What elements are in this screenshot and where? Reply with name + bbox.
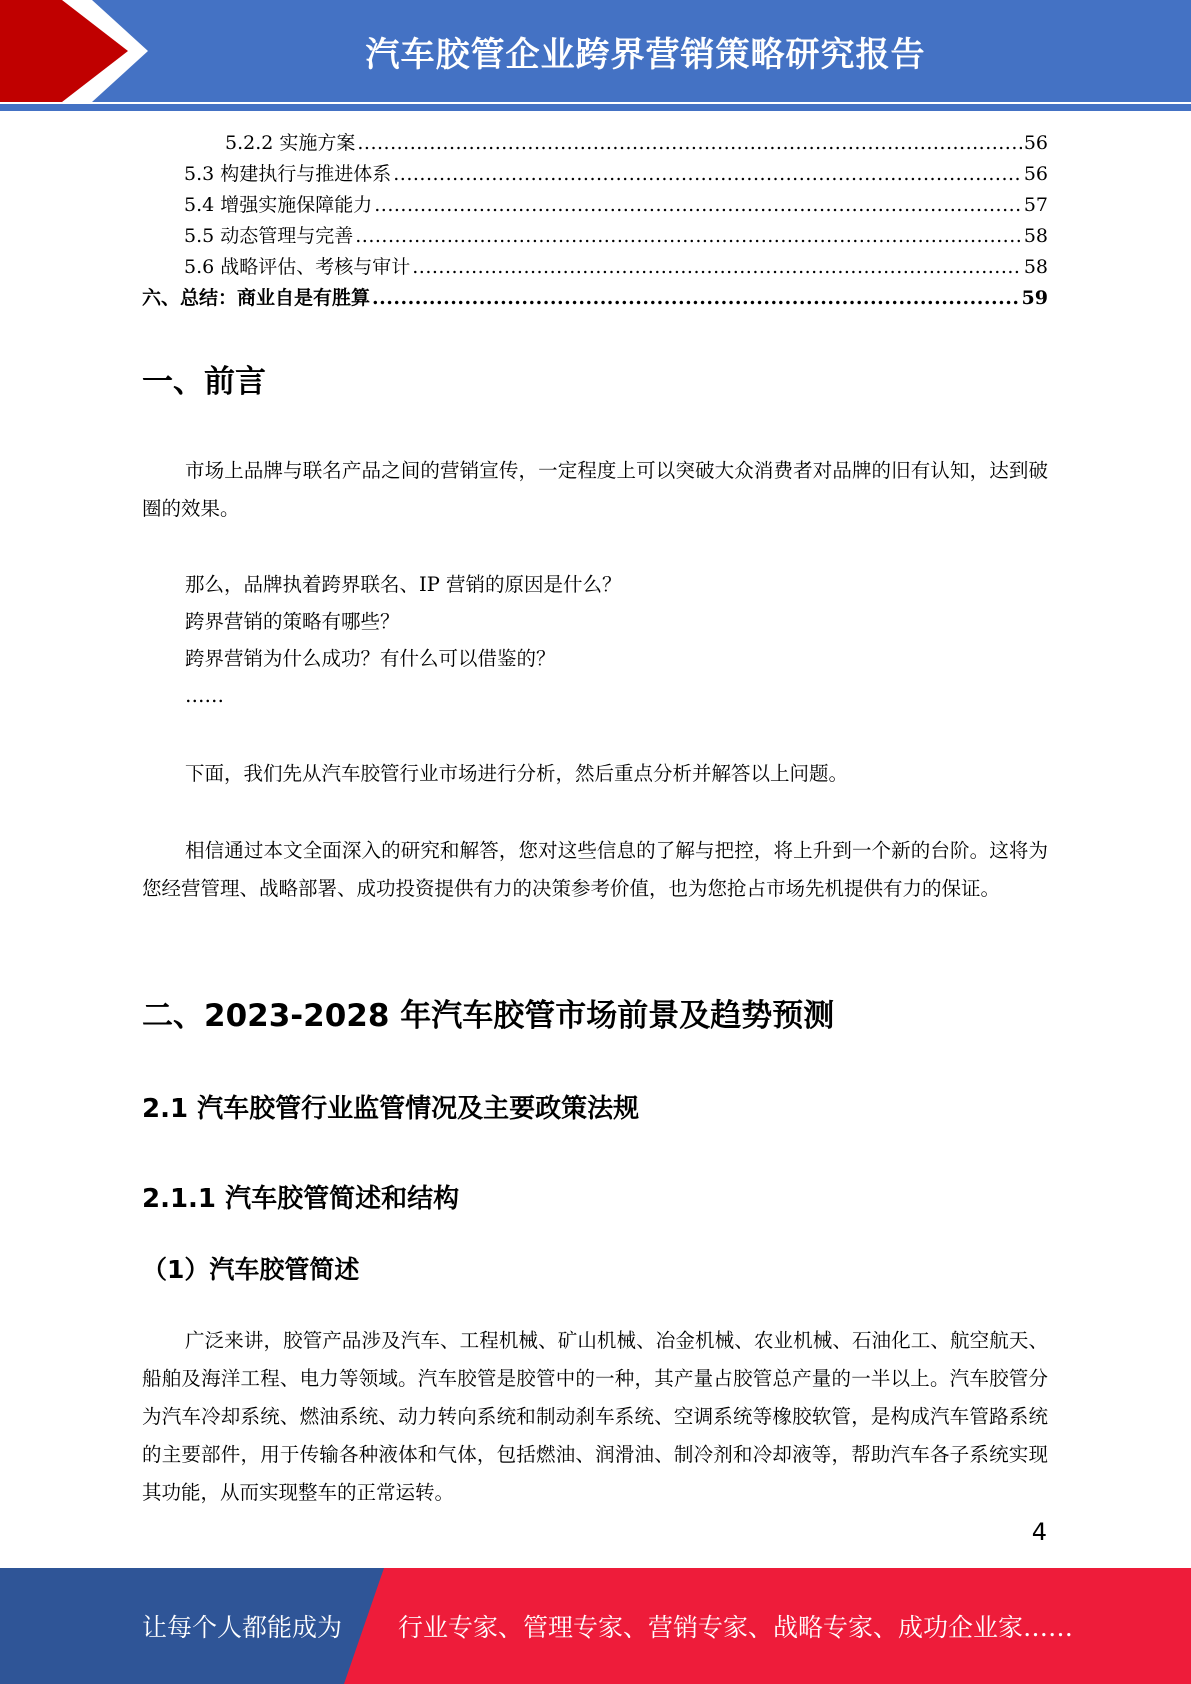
section-heading-preface: 一、前言 <box>142 364 266 400</box>
header-title: 汽车胶管企业跨界营销策略研究报告 <box>365 34 926 75</box>
table-of-contents <box>142 128 1048 314</box>
section-heading-2: 二、2023-2028 年汽车胶管市场前景及趋势预测 <box>142 998 835 1034</box>
subheading-1: （1）汽车胶管简述 <box>142 1255 360 1284</box>
question-line: 跨界营销为什么成功？有什么可以借鉴的？ <box>185 647 556 670</box>
footer-slogan-left: 让每个人都能成为 <box>142 1613 343 1642</box>
toc-item[interactable]: 5.6 战略评估、考核与审计 ..... 58 <box>142 252 1048 283</box>
toc-item[interactable]: 六、总结：商业自是有胜算 ..... 59 <box>142 283 1048 314</box>
page-header <box>0 0 1191 111</box>
question-line: 跨界营销的策略有哪些？ <box>185 610 400 633</box>
page-footer <box>0 1568 1191 1684</box>
paragraph: 广泛来讲，胶管产品涉及汽车、工程机械、矿山机械、冶金机械、农业机械、石油化工、航空航天、船舶及海洋工程、电力等领域。汽车胶管是胶管中的一种，其产量占胶管总产量的一半以上。汽车胶管分为汽车冷却系统、燃油系统、动力转向系统和制动刹车系统、空调系统等橡胶软管，是构成汽车管路系统的主要部件，用于传输各种液体和气体，包括燃油、润滑油、制冷剂和冷却液等，帮助汽车各子系统实现其功能，从而实现整车的正常运转。 <box>142 1329 1048 1504</box>
subsection-heading-2-1-1: 2.1.1 汽车胶管简述和结构 <box>142 1184 460 1214</box>
paragraph: 相信通过本文全面深入的研究和解答，您对这些信息的了解与把控，将上升到一个新的台阶。这将为您经营管理、战略部署、成功投资提供有力的决策参考价值，也为您抢占市场先机提供有力的保证。 <box>142 839 1048 900</box>
toc-item[interactable]: 5.3 构建执行与推进体系 ..... 56 <box>142 159 1048 190</box>
toc-item[interactable]: 5.4 增强实施保障能力 ..... 57 <box>142 190 1048 221</box>
ellipsis-line: …… <box>185 684 224 707</box>
page-number: 4 <box>1031 1518 1047 1546</box>
question-line: 那么，品牌执着跨界联名、IP 营销的原因是什么？ <box>185 573 622 596</box>
paragraph: 下面，我们先从汽车胶管行业市场进行分析，然后重点分析并解答以上问题。 <box>185 762 849 785</box>
paragraph: 市场上品牌与联名产品之间的营销宣传，一定程度上可以突破大众消费者对品牌的旧有认知，达到破圈的效果。 <box>142 459 1048 520</box>
toc-item[interactable]: 5.2.2 实施方案 ..... 56 <box>142 128 1048 159</box>
footer-slogan-right: 行业专家、管理专家、营销专家、战略专家、成功企业家…… <box>398 1613 1074 1642</box>
subsection-heading-2-1: 2.1 汽车胶管行业监管情况及主要政策法规 <box>142 1094 640 1124</box>
toc-item[interactable]: 5.5 动态管理与完善 ..... 58 <box>142 221 1048 252</box>
